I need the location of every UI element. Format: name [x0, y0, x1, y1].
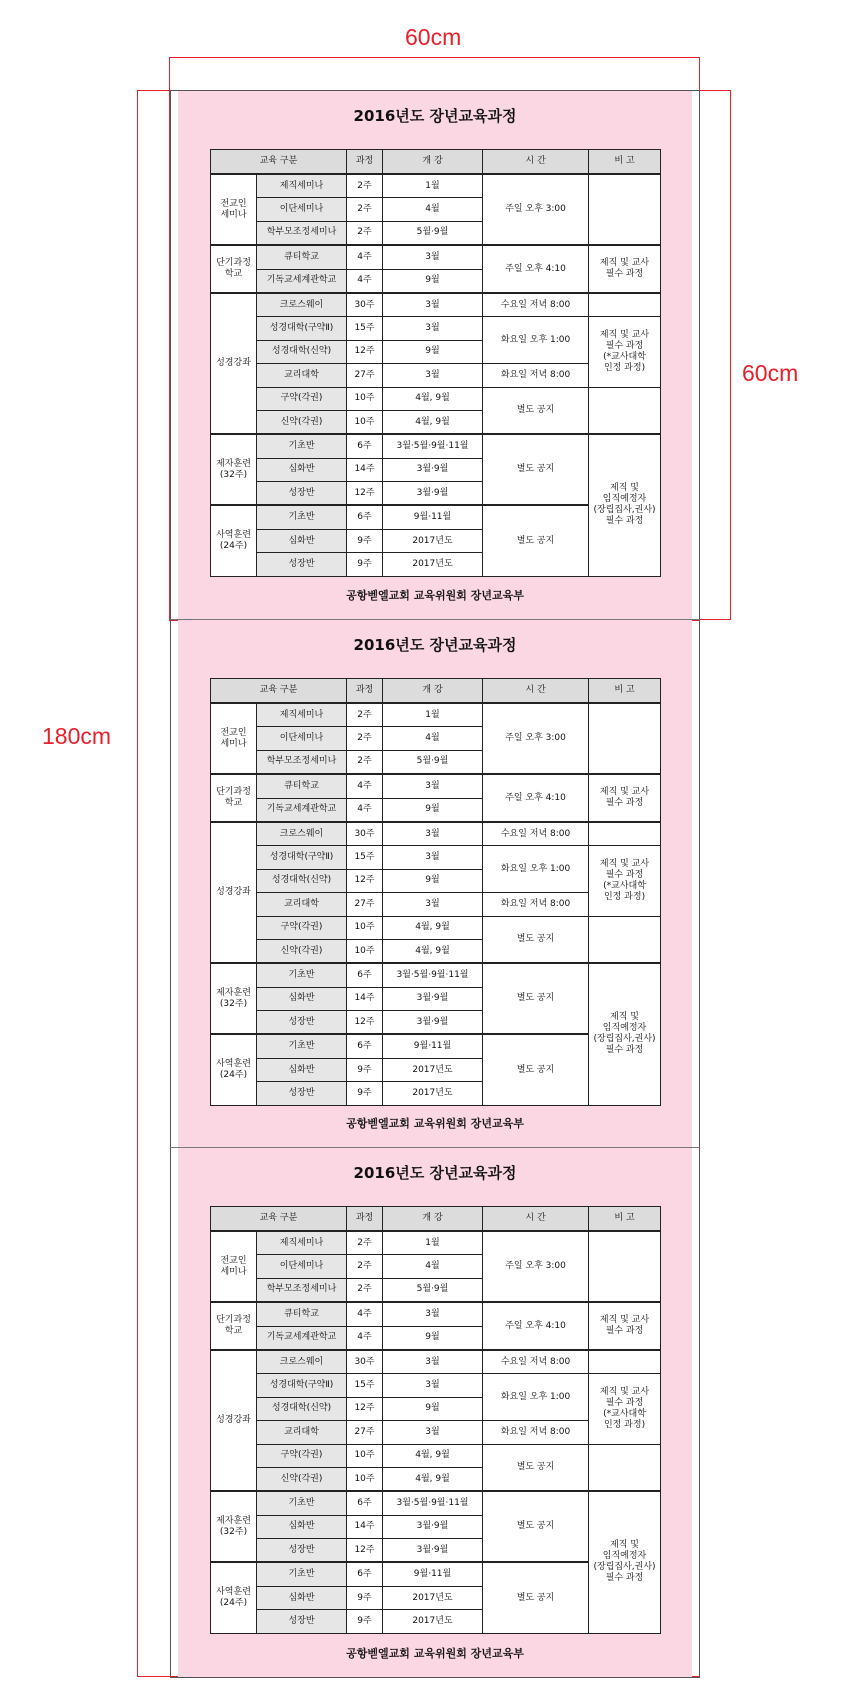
course-name: 큐티학교	[257, 245, 347, 269]
course-start: 5월·9월	[383, 750, 483, 774]
group-cell: 제자훈련 (32주)	[211, 1491, 257, 1562]
course-duration: 4주	[347, 269, 383, 293]
course-duration: 12주	[347, 340, 383, 363]
course-start: 2017년도	[383, 1058, 483, 1081]
course-duration: 10주	[347, 916, 383, 939]
note-cell	[589, 822, 661, 846]
group-cell: 전교인 세미나	[211, 174, 257, 245]
course-duration: 9주	[347, 1082, 383, 1105]
course-name: 기초반	[257, 1491, 347, 1515]
schedule-table	[210, 678, 661, 1106]
course-name: 큐티학교	[257, 1302, 347, 1326]
course-name: 성경대학(구약Ⅱ)	[257, 846, 347, 869]
course-name: 성경대학(신약)	[257, 1397, 347, 1420]
course-name: 성장반	[257, 1539, 347, 1563]
group-cell: 성경강좌	[211, 293, 257, 434]
course-start: 5월·9월	[383, 221, 483, 245]
course-start: 9월	[383, 869, 483, 892]
course-name: 심화반	[257, 1586, 347, 1609]
panel-footer: 공항벧엘교회 교육위원회 장년교육부	[346, 1647, 524, 1660]
course-duration: 4주	[347, 774, 383, 798]
time-cell: 별도 공지	[483, 1491, 589, 1562]
course-name: 기초반	[257, 1562, 347, 1586]
note-cell	[589, 174, 661, 245]
course-name: 성장반	[257, 482, 347, 506]
course-start: 9월·11월	[383, 505, 483, 529]
top-width-label: 60cm	[405, 24, 462, 50]
note-cell: 제직 및 교사 필수 과정	[589, 245, 661, 293]
course-name: 학부모조정세미나	[257, 1278, 347, 1302]
course-duration: 10주	[347, 387, 383, 410]
course-name: 제직세미나	[257, 174, 347, 198]
left-height-label: 180cm	[42, 723, 112, 749]
course-start: 4월	[383, 727, 483, 750]
group-cell: 사역훈련 (24주)	[211, 1034, 257, 1105]
course-name: 성장반	[257, 1011, 347, 1035]
course-duration: 30주	[347, 822, 383, 846]
course-start: 3월	[383, 1421, 483, 1444]
course-duration: 12주	[347, 1011, 383, 1035]
note-cell	[589, 1350, 661, 1374]
course-duration: 4주	[347, 1302, 383, 1326]
course-start: 4월	[383, 198, 483, 221]
group-cell: 사역훈련 (24주)	[211, 1562, 257, 1633]
header-note: 비 고	[589, 150, 661, 175]
course-duration: 14주	[347, 987, 383, 1010]
time-cell: 별도 공지	[483, 1444, 589, 1491]
course-duration: 2주	[347, 1231, 383, 1255]
header-time: 시 간	[483, 679, 589, 704]
course-duration: 30주	[347, 293, 383, 317]
course-start: 3월	[383, 1374, 483, 1397]
note-cell: 제직 및 교사 필수 과정 (*교사대학 인정 과정)	[589, 1374, 661, 1444]
note-cell	[589, 1444, 661, 1491]
course-start: 3월	[383, 364, 483, 387]
course-duration: 27주	[347, 893, 383, 916]
course-name: 크로스웨이	[257, 822, 347, 846]
course-duration: 2주	[347, 1255, 383, 1278]
header-start: 개 강	[383, 150, 483, 175]
course-duration: 14주	[347, 1515, 383, 1538]
course-duration: 10주	[347, 939, 383, 963]
course-duration: 14주	[347, 458, 383, 481]
course-name: 기독교세계관학교	[257, 1326, 347, 1350]
header-course: 과정	[347, 1207, 383, 1232]
group-cell: 제자훈련 (32주)	[211, 963, 257, 1034]
course-duration: 2주	[347, 174, 383, 198]
time-cell: 화요일 저녁 8:00	[483, 1421, 589, 1444]
course-name: 심화반	[257, 987, 347, 1010]
group-cell: 제자훈련 (32주)	[211, 434, 257, 505]
group-cell: 단기과정 학교	[211, 774, 257, 822]
course-start: 9월·11월	[383, 1034, 483, 1058]
course-duration: 6주	[347, 505, 383, 529]
course-name: 큐티학교	[257, 774, 347, 798]
course-name: 이단세미나	[257, 1255, 347, 1278]
panel-title: 2016년도 장년교육과정	[353, 107, 517, 125]
course-start: 9월	[383, 798, 483, 822]
course-start: 9월·11월	[383, 1562, 483, 1586]
course-start: 3월·9월	[383, 1515, 483, 1538]
time-cell: 별도 공지	[483, 963, 589, 1034]
header-start: 개 강	[383, 1207, 483, 1232]
schedule-table	[210, 149, 661, 577]
course-name: 제직세미나	[257, 1231, 347, 1255]
course-duration: 9주	[347, 529, 383, 552]
course-duration: 6주	[347, 963, 383, 987]
course-name: 신약(각권)	[257, 410, 347, 434]
course-name: 크로스웨이	[257, 293, 347, 317]
note-cell: 제직 및 임직예정자 (장립집사,권사) 필수 과정	[589, 1491, 661, 1633]
course-name: 신약(각권)	[257, 939, 347, 963]
course-start: 3월	[383, 293, 483, 317]
course-start: 2017년도	[383, 553, 483, 576]
course-start: 3월	[383, 245, 483, 269]
course-name: 교리대학	[257, 1421, 347, 1444]
group-cell: 전교인 세미나	[211, 703, 257, 774]
course-name: 크로스웨이	[257, 1350, 347, 1374]
course-duration: 12주	[347, 1397, 383, 1420]
course-name: 교리대학	[257, 364, 347, 387]
course-name: 학부모조정세미나	[257, 221, 347, 245]
course-duration: 9주	[347, 1058, 383, 1081]
time-cell: 화요일 오후 1:00	[483, 846, 589, 893]
course-start: 3월	[383, 893, 483, 916]
course-start: 3월	[383, 774, 483, 798]
group-cell: 사역훈련 (24주)	[211, 505, 257, 576]
course-duration: 4주	[347, 798, 383, 822]
course-duration: 6주	[347, 1491, 383, 1515]
course-duration: 9주	[347, 553, 383, 576]
course-start: 3월·5월·9월·11월	[383, 963, 483, 987]
course-duration: 2주	[347, 750, 383, 774]
course-name: 구약(각권)	[257, 1444, 347, 1467]
panel-title: 2016년도 장년교육과정	[353, 1164, 517, 1182]
course-name: 기초반	[257, 505, 347, 529]
course-name: 성경대학(구약Ⅱ)	[257, 1374, 347, 1397]
course-start: 3월·9월	[383, 1011, 483, 1035]
course-name: 이단세미나	[257, 198, 347, 221]
course-start: 3월	[383, 1302, 483, 1326]
course-duration: 10주	[347, 1444, 383, 1467]
course-start: 5월·9월	[383, 1278, 483, 1302]
course-start: 9월	[383, 1326, 483, 1350]
time-cell: 별도 공지	[483, 916, 589, 963]
course-duration: 2주	[347, 727, 383, 750]
course-start: 1월	[383, 703, 483, 727]
time-cell: 별도 공지	[483, 434, 589, 505]
course-name: 기초반	[257, 434, 347, 458]
course-start: 3월	[383, 822, 483, 846]
course-start: 2017년도	[383, 1610, 483, 1633]
course-duration: 2주	[347, 1278, 383, 1302]
panel-footer: 공항벧엘교회 교육위원회 장년교육부	[346, 1117, 524, 1130]
course-duration: 10주	[347, 1467, 383, 1491]
header-category: 교육 구분	[211, 679, 347, 704]
course-duration: 2주	[347, 198, 383, 221]
course-start: 9월	[383, 340, 483, 363]
panel-3	[178, 1148, 692, 1677]
course-duration: 15주	[347, 846, 383, 869]
course-start: 9월	[383, 1397, 483, 1420]
course-name: 성경대학(구약Ⅱ)	[257, 317, 347, 340]
course-duration: 2주	[347, 221, 383, 245]
course-start: 3월·9월	[383, 987, 483, 1010]
schedule-table	[210, 1206, 661, 1634]
course-name: 심화반	[257, 458, 347, 481]
note-cell	[589, 1231, 661, 1302]
time-cell: 주일 오후 4:10	[483, 774, 589, 822]
time-cell: 별도 공지	[483, 505, 589, 576]
course-name: 이단세미나	[257, 727, 347, 750]
time-cell: 화요일 저녁 8:00	[483, 893, 589, 916]
time-cell: 주일 오후 4:10	[483, 1302, 589, 1350]
header-course: 과정	[347, 150, 383, 175]
note-cell: 제직 및 교사 필수 과정 (*교사대학 인정 과정)	[589, 846, 661, 916]
course-name: 성장반	[257, 1610, 347, 1633]
time-cell: 화요일 오후 1:00	[483, 317, 589, 364]
course-start: 3월	[383, 1350, 483, 1374]
note-cell	[589, 916, 661, 963]
note-cell	[589, 293, 661, 317]
course-duration: 2주	[347, 703, 383, 727]
time-cell: 수요일 저녁 8:00	[483, 1350, 589, 1374]
course-duration: 6주	[347, 1034, 383, 1058]
panel-footer: 공항벧엘교회 교육위원회 장년교육부	[346, 589, 524, 602]
course-duration: 15주	[347, 317, 383, 340]
header-category: 교육 구분	[211, 1207, 347, 1232]
header-note: 비 고	[589, 679, 661, 704]
time-cell: 주일 오후 4:10	[483, 245, 589, 293]
group-cell: 성경강좌	[211, 822, 257, 963]
panel-title: 2016년도 장년교육과정	[353, 636, 517, 654]
course-start: 4월, 9월	[383, 1467, 483, 1491]
header-time: 시 간	[483, 1207, 589, 1232]
course-duration: 6주	[347, 1562, 383, 1586]
course-start: 4월, 9월	[383, 410, 483, 434]
header-note: 비 고	[589, 1207, 661, 1232]
time-cell: 화요일 저녁 8:00	[483, 364, 589, 387]
right-height-label: 60cm	[742, 360, 799, 386]
time-cell: 주일 오후 3:00	[483, 703, 589, 774]
course-name: 제직세미나	[257, 703, 347, 727]
course-name: 심화반	[257, 529, 347, 552]
course-duration: 6주	[347, 434, 383, 458]
course-start: 2017년도	[383, 1082, 483, 1105]
header-time: 시 간	[483, 150, 589, 175]
course-start: 3월·9월	[383, 458, 483, 481]
course-duration: 9주	[347, 1586, 383, 1609]
course-name: 학부모조정세미나	[257, 750, 347, 774]
course-duration: 27주	[347, 364, 383, 387]
course-duration: 15주	[347, 1374, 383, 1397]
course-name: 성경대학(신약)	[257, 869, 347, 892]
header-start: 개 강	[383, 679, 483, 704]
course-start: 3월·9월	[383, 482, 483, 506]
course-duration: 12주	[347, 1539, 383, 1563]
course-start: 3월	[383, 846, 483, 869]
course-name: 구약(각권)	[257, 916, 347, 939]
course-duration: 12주	[347, 482, 383, 506]
panel-2	[178, 620, 692, 1147]
note-cell	[589, 387, 661, 434]
course-start: 3월·5월·9월·11월	[383, 434, 483, 458]
course-start: 4월, 9월	[383, 387, 483, 410]
note-cell	[589, 703, 661, 774]
note-cell: 제직 및 교사 필수 과정 (*교사대학 인정 과정)	[589, 317, 661, 387]
time-cell: 수요일 저녁 8:00	[483, 822, 589, 846]
course-start: 4월	[383, 1255, 483, 1278]
time-cell: 화요일 오후 1:00	[483, 1374, 589, 1421]
time-cell: 별도 공지	[483, 1034, 589, 1105]
course-name: 성경대학(신약)	[257, 340, 347, 363]
course-name: 신약(각권)	[257, 1467, 347, 1491]
course-name: 기초반	[257, 963, 347, 987]
course-name: 기독교세계관학교	[257, 269, 347, 293]
course-name: 성장반	[257, 553, 347, 576]
group-cell: 단기과정 학교	[211, 245, 257, 293]
course-start: 3월	[383, 317, 483, 340]
course-name: 기독교세계관학교	[257, 798, 347, 822]
course-name: 구약(각권)	[257, 387, 347, 410]
group-cell: 성경강좌	[211, 1350, 257, 1491]
course-start: 9월	[383, 269, 483, 293]
course-start: 2017년도	[383, 1586, 483, 1609]
course-name: 교리대학	[257, 893, 347, 916]
header-course: 과정	[347, 679, 383, 704]
course-start: 3월·9월	[383, 1539, 483, 1563]
course-start: 1월	[383, 174, 483, 198]
panel-1	[178, 91, 692, 619]
course-duration: 4주	[347, 245, 383, 269]
time-cell: 별도 공지	[483, 1562, 589, 1633]
course-duration: 27주	[347, 1421, 383, 1444]
time-cell: 별도 공지	[483, 387, 589, 434]
course-start: 4월, 9월	[383, 939, 483, 963]
time-cell: 주일 오후 3:00	[483, 174, 589, 245]
group-cell: 단기과정 학교	[211, 1302, 257, 1350]
course-start: 1월	[383, 1231, 483, 1255]
time-cell: 주일 오후 3:00	[483, 1231, 589, 1302]
time-cell: 수요일 저녁 8:00	[483, 293, 589, 317]
course-name: 심화반	[257, 1515, 347, 1538]
course-start: 3월·5월·9월·11월	[383, 1491, 483, 1515]
note-cell: 제직 및 임직예정자 (장립집사,권사) 필수 과정	[589, 963, 661, 1105]
course-name: 기초반	[257, 1034, 347, 1058]
course-start: 4월, 9월	[383, 1444, 483, 1467]
course-duration: 9주	[347, 1610, 383, 1633]
course-start: 4월, 9월	[383, 916, 483, 939]
course-duration: 10주	[347, 410, 383, 434]
course-duration: 30주	[347, 1350, 383, 1374]
course-start: 2017년도	[383, 529, 483, 552]
course-name: 심화반	[257, 1058, 347, 1081]
header-category: 교육 구분	[211, 150, 347, 175]
course-duration: 12주	[347, 869, 383, 892]
note-cell: 제직 및 임직예정자 (장립집사,권사) 필수 과정	[589, 434, 661, 576]
note-cell: 제직 및 교사 필수 과정	[589, 774, 661, 822]
course-duration: 4주	[347, 1326, 383, 1350]
group-cell: 전교인 세미나	[211, 1231, 257, 1302]
note-cell: 제직 및 교사 필수 과정	[589, 1302, 661, 1350]
course-name: 성장반	[257, 1082, 347, 1105]
